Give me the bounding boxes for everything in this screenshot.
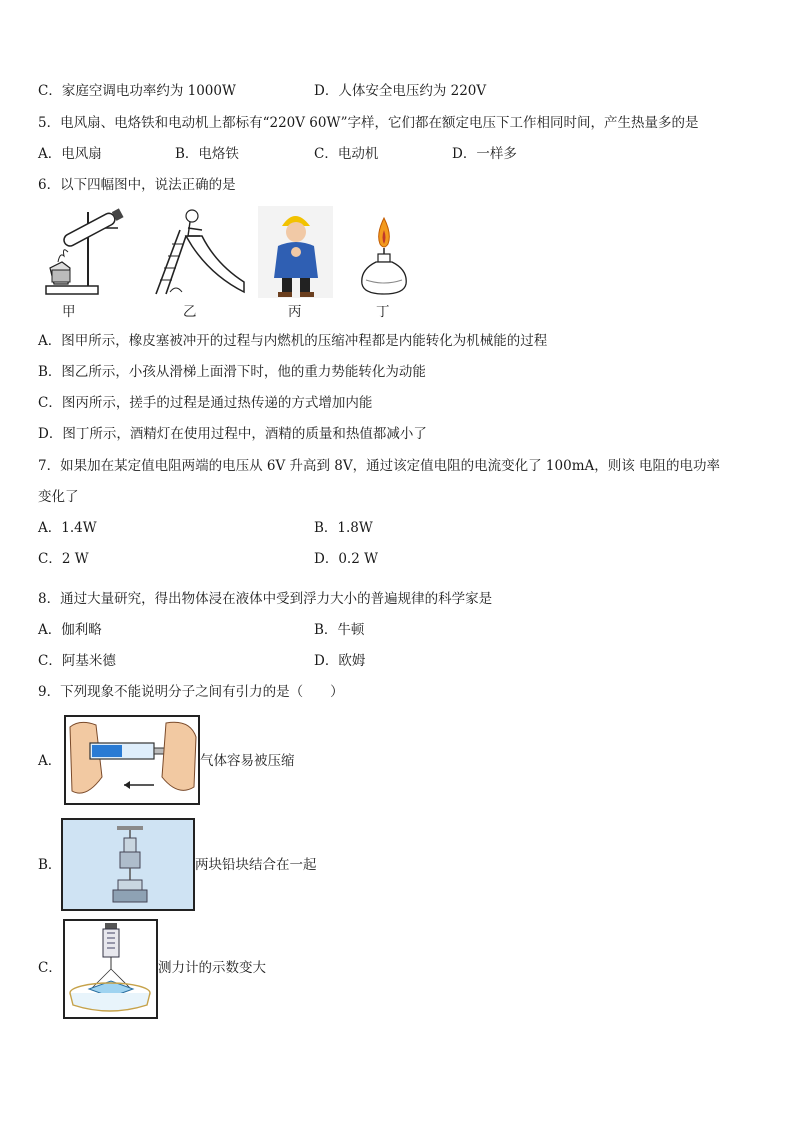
- q8-stem: 8．通过大量研究，得出物体浸在液体中受到浮力大小的普遍规律的科学家是: [38, 591, 493, 607]
- q9-option-a-image: [64, 715, 200, 805]
- q9-option-a-text: 气体容易被压缩: [200, 753, 295, 769]
- figure-label-jia: 甲: [62, 304, 76, 320]
- q7-option-d: D．0.2 W: [314, 551, 378, 567]
- q7-option-c: C．2 W: [38, 551, 89, 567]
- lead-blocks-icon: [63, 820, 193, 909]
- q9-option-c-text: 测力计的示数变大: [158, 960, 266, 976]
- q4-option-d: D．人体安全电压约为 220V: [314, 83, 487, 99]
- figure-bing-rubbing-hands: [258, 206, 333, 298]
- q5-stem: 5．电风扇、电烙铁和电动机上都标有“220V 60W”字样，它们都在额定电压下工作相同时间，产生热量多的是: [38, 115, 699, 131]
- q8-option-a: A．伽利略: [38, 622, 102, 638]
- q7-option-b: B．1.8W: [314, 520, 373, 536]
- q5-option-c: C．电动机: [314, 146, 379, 162]
- q6-option-b: B．图乙所示，小孩从滑梯上面滑下时，他的重力势能转化为动能: [38, 364, 426, 380]
- q6-option-c: C．图丙所示，搓手的过程是通过热传递的方式增加内能: [38, 395, 373, 411]
- figure-label-bing: 丙: [288, 304, 302, 320]
- q7-stem-line2: 变化了: [38, 489, 79, 505]
- q9-stem: 9．下列现象不能说明分子之间有引力的是（ ）: [38, 684, 344, 700]
- q9-option-c-image: [63, 919, 158, 1019]
- q9-option-a-letter: A．: [38, 753, 62, 769]
- figure-ding-alcohol-lamp: [354, 214, 414, 298]
- spring-scale-icon: [65, 921, 156, 1017]
- figure-yi-slide: [146, 206, 246, 298]
- syringe-hands-icon: [66, 717, 198, 803]
- q6-stem: 6．以下四幅图中，说法正确的是: [38, 177, 236, 193]
- q5-option-a: A．电风扇: [38, 146, 102, 162]
- q8-option-c: C．阿基米德: [38, 653, 116, 669]
- q9-option-b-image: [61, 818, 195, 911]
- q5-option-d: D．一样多: [452, 146, 517, 162]
- q9-option-b-letter: B．: [38, 857, 62, 873]
- figure-label-yi: 乙: [183, 304, 197, 320]
- q9-option-b-text: 两块铅块结合在一起: [195, 857, 317, 873]
- q6-option-a: A．图甲所示，橡皮塞被冲开的过程与内燃机的压缩冲程都是内能转化为机械能的过程: [38, 333, 548, 349]
- q7-stem-line1: 7．如果加在某定值电阻两端的电压从 6V 升高到 8V，通过该定值电阻的电流变化了 100mA，则该 电阻的电功率: [38, 458, 721, 474]
- q4-option-c: C．家庭空调电功率约为 1000W: [38, 83, 236, 99]
- q7-option-a: A．1.4W: [38, 520, 97, 536]
- q5-option-b: B．电烙铁: [175, 146, 239, 162]
- q8-option-d: D．欧姆: [314, 653, 366, 669]
- figure-jia-test-tube-stand: [40, 206, 135, 298]
- q9-option-c-letter: C．: [38, 960, 62, 976]
- q8-option-b: B．牛顿: [314, 622, 365, 638]
- q6-option-d: D．图丁所示，酒精灯在使用过程中，酒精的质量和热值都减小了: [38, 426, 427, 442]
- figure-label-ding: 丁: [376, 304, 390, 320]
